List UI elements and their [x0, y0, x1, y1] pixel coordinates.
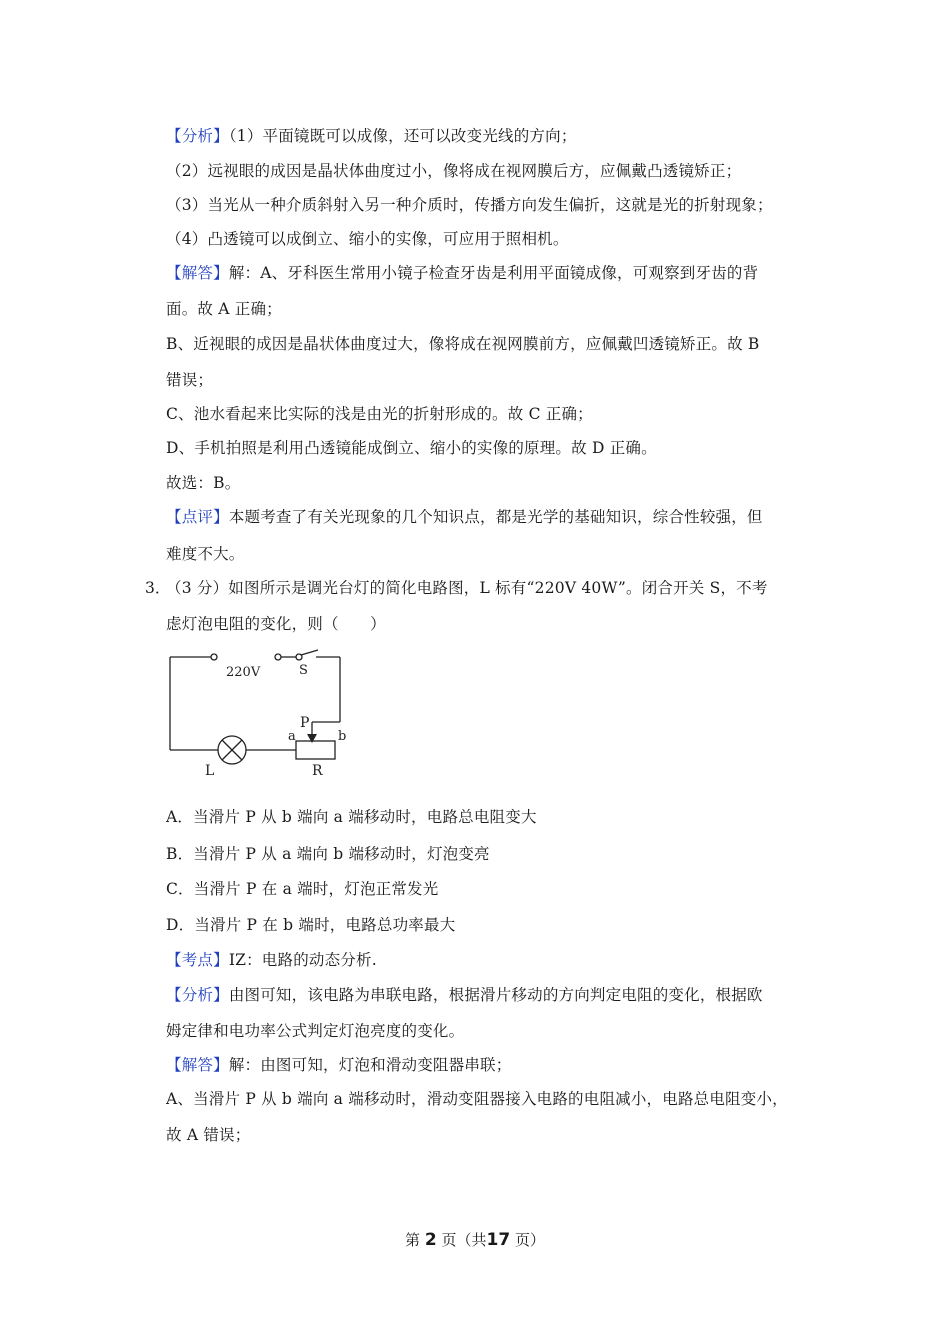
comment-line-1: 【点评】本题考查了有关光现象的几个知识点，都是光学的基础知识，综合性较强，但 — [166, 508, 763, 526]
end-a-label: a — [288, 729, 296, 744]
answer-line-4: 错误； — [166, 371, 214, 389]
lamp-label: L — [205, 763, 215, 779]
comment-line-2: 难度不大。 — [166, 545, 245, 563]
answer3-line-2: A、当滑片 P 从 b 端向 a 端移动时，滑动变阻器接入电路的电阻减小，电路总电阻变小， — [166, 1090, 788, 1108]
answer3-line-3: 故 A 错误； — [166, 1126, 251, 1144]
analysis-tag: 【分析】 — [166, 127, 229, 145]
answer-line-5: C、池水看起来比实际的浅是由光的折射形成的。故 C 正确； — [166, 405, 593, 423]
option-d: D．当滑片 P 在 b 端时，电路总功率最大 — [166, 916, 456, 934]
analysis3-line-2: 姆定律和电功率公式判定灯泡亮度的变化。 — [166, 1022, 465, 1040]
analysis-line-3: （3）当光从一种介质斜射入另一种介质时，传播方向发生偏折，这就是光的折射现象； — [166, 196, 773, 214]
question-line-2: 虑灯泡电阻的变化，则（ ） — [166, 615, 386, 633]
switch-label: S — [299, 663, 308, 678]
page-footer: 第 2 页（共17 页） — [405, 1230, 545, 1250]
answer-line-6: D、手机拍照是利用凸透镜能成倒立、缩小的实像的原理。故 D 正确。 — [166, 439, 657, 457]
answer3-tag: 【解答】 — [166, 1056, 229, 1074]
point-line: 【考点】IZ：电路的动态分析. — [166, 951, 377, 969]
answer3-line-1: 【解答】解：由图可知，灯泡和滑动变阻器串联； — [166, 1056, 512, 1074]
terminal-right — [275, 654, 281, 660]
question-number: 3． — [145, 579, 171, 597]
point-tag: 【考点】 — [166, 951, 229, 969]
rheostat-label: R — [312, 763, 323, 779]
analysis-line-4: （4）凸透镜可以成倒立、缩小的实像，可应用于照相机。 — [166, 230, 569, 248]
page-total: 17 — [486, 1230, 511, 1250]
answer-tag: 【解答】 — [166, 264, 229, 282]
circuit-diagram — [160, 646, 360, 786]
option-c: C．当滑片 P 在 a 端时，灯泡正常发光 — [166, 880, 439, 898]
comment-tag: 【点评】 — [166, 508, 229, 526]
rheostat-icon — [296, 741, 335, 759]
slider-arrow-icon — [307, 734, 317, 743]
option-b: B．当滑片 P 从 a 端向 b 端移动时，灯泡变亮 — [166, 845, 490, 863]
terminal-left — [211, 654, 217, 660]
analysis3-line-1: 【分析】由图可知，该电路为串联电路，根据滑片移动的方向判定电阻的变化，根据欧 — [166, 986, 763, 1004]
answer-line-3: B、近视眼的成因是晶状体曲度过大，像将成在视网膜前方，应佩戴凹透镜矫正。故 B — [166, 335, 760, 353]
analysis-line-1: 【分析】（1）平面镜既可以成像，还可以改变光线的方向； — [166, 127, 577, 145]
voltage-label: 220V — [226, 665, 261, 680]
switch-blade — [301, 650, 318, 655]
end-b-label: b — [338, 729, 347, 744]
answer-line-1: 【解答】解：A、牙科医生常用小镜子检查牙齿是利用平面镜成像，可观察到牙齿的背 — [166, 264, 759, 282]
slider-label: P — [300, 715, 310, 731]
page-number: 2 — [424, 1230, 437, 1250]
question-line-1: （3 分）如图所示是调光台灯的简化电路图，L 标有“220V 40W”。闭合开关 S，不考 — [166, 579, 768, 597]
analysis3-tag: 【分析】 — [166, 986, 229, 1004]
option-a: A．当滑片 P 从 b 端向 a 端移动时，电路总电阻变大 — [166, 808, 537, 826]
answer-line-2: 面。故 A 正确； — [166, 300, 282, 318]
answer-line-7: 故选：B。 — [166, 474, 241, 492]
analysis-line-2: （2）远视眼的成因是晶状体曲度过小，像将成在视网膜后方，应佩戴凸透镜矫正； — [166, 162, 742, 180]
